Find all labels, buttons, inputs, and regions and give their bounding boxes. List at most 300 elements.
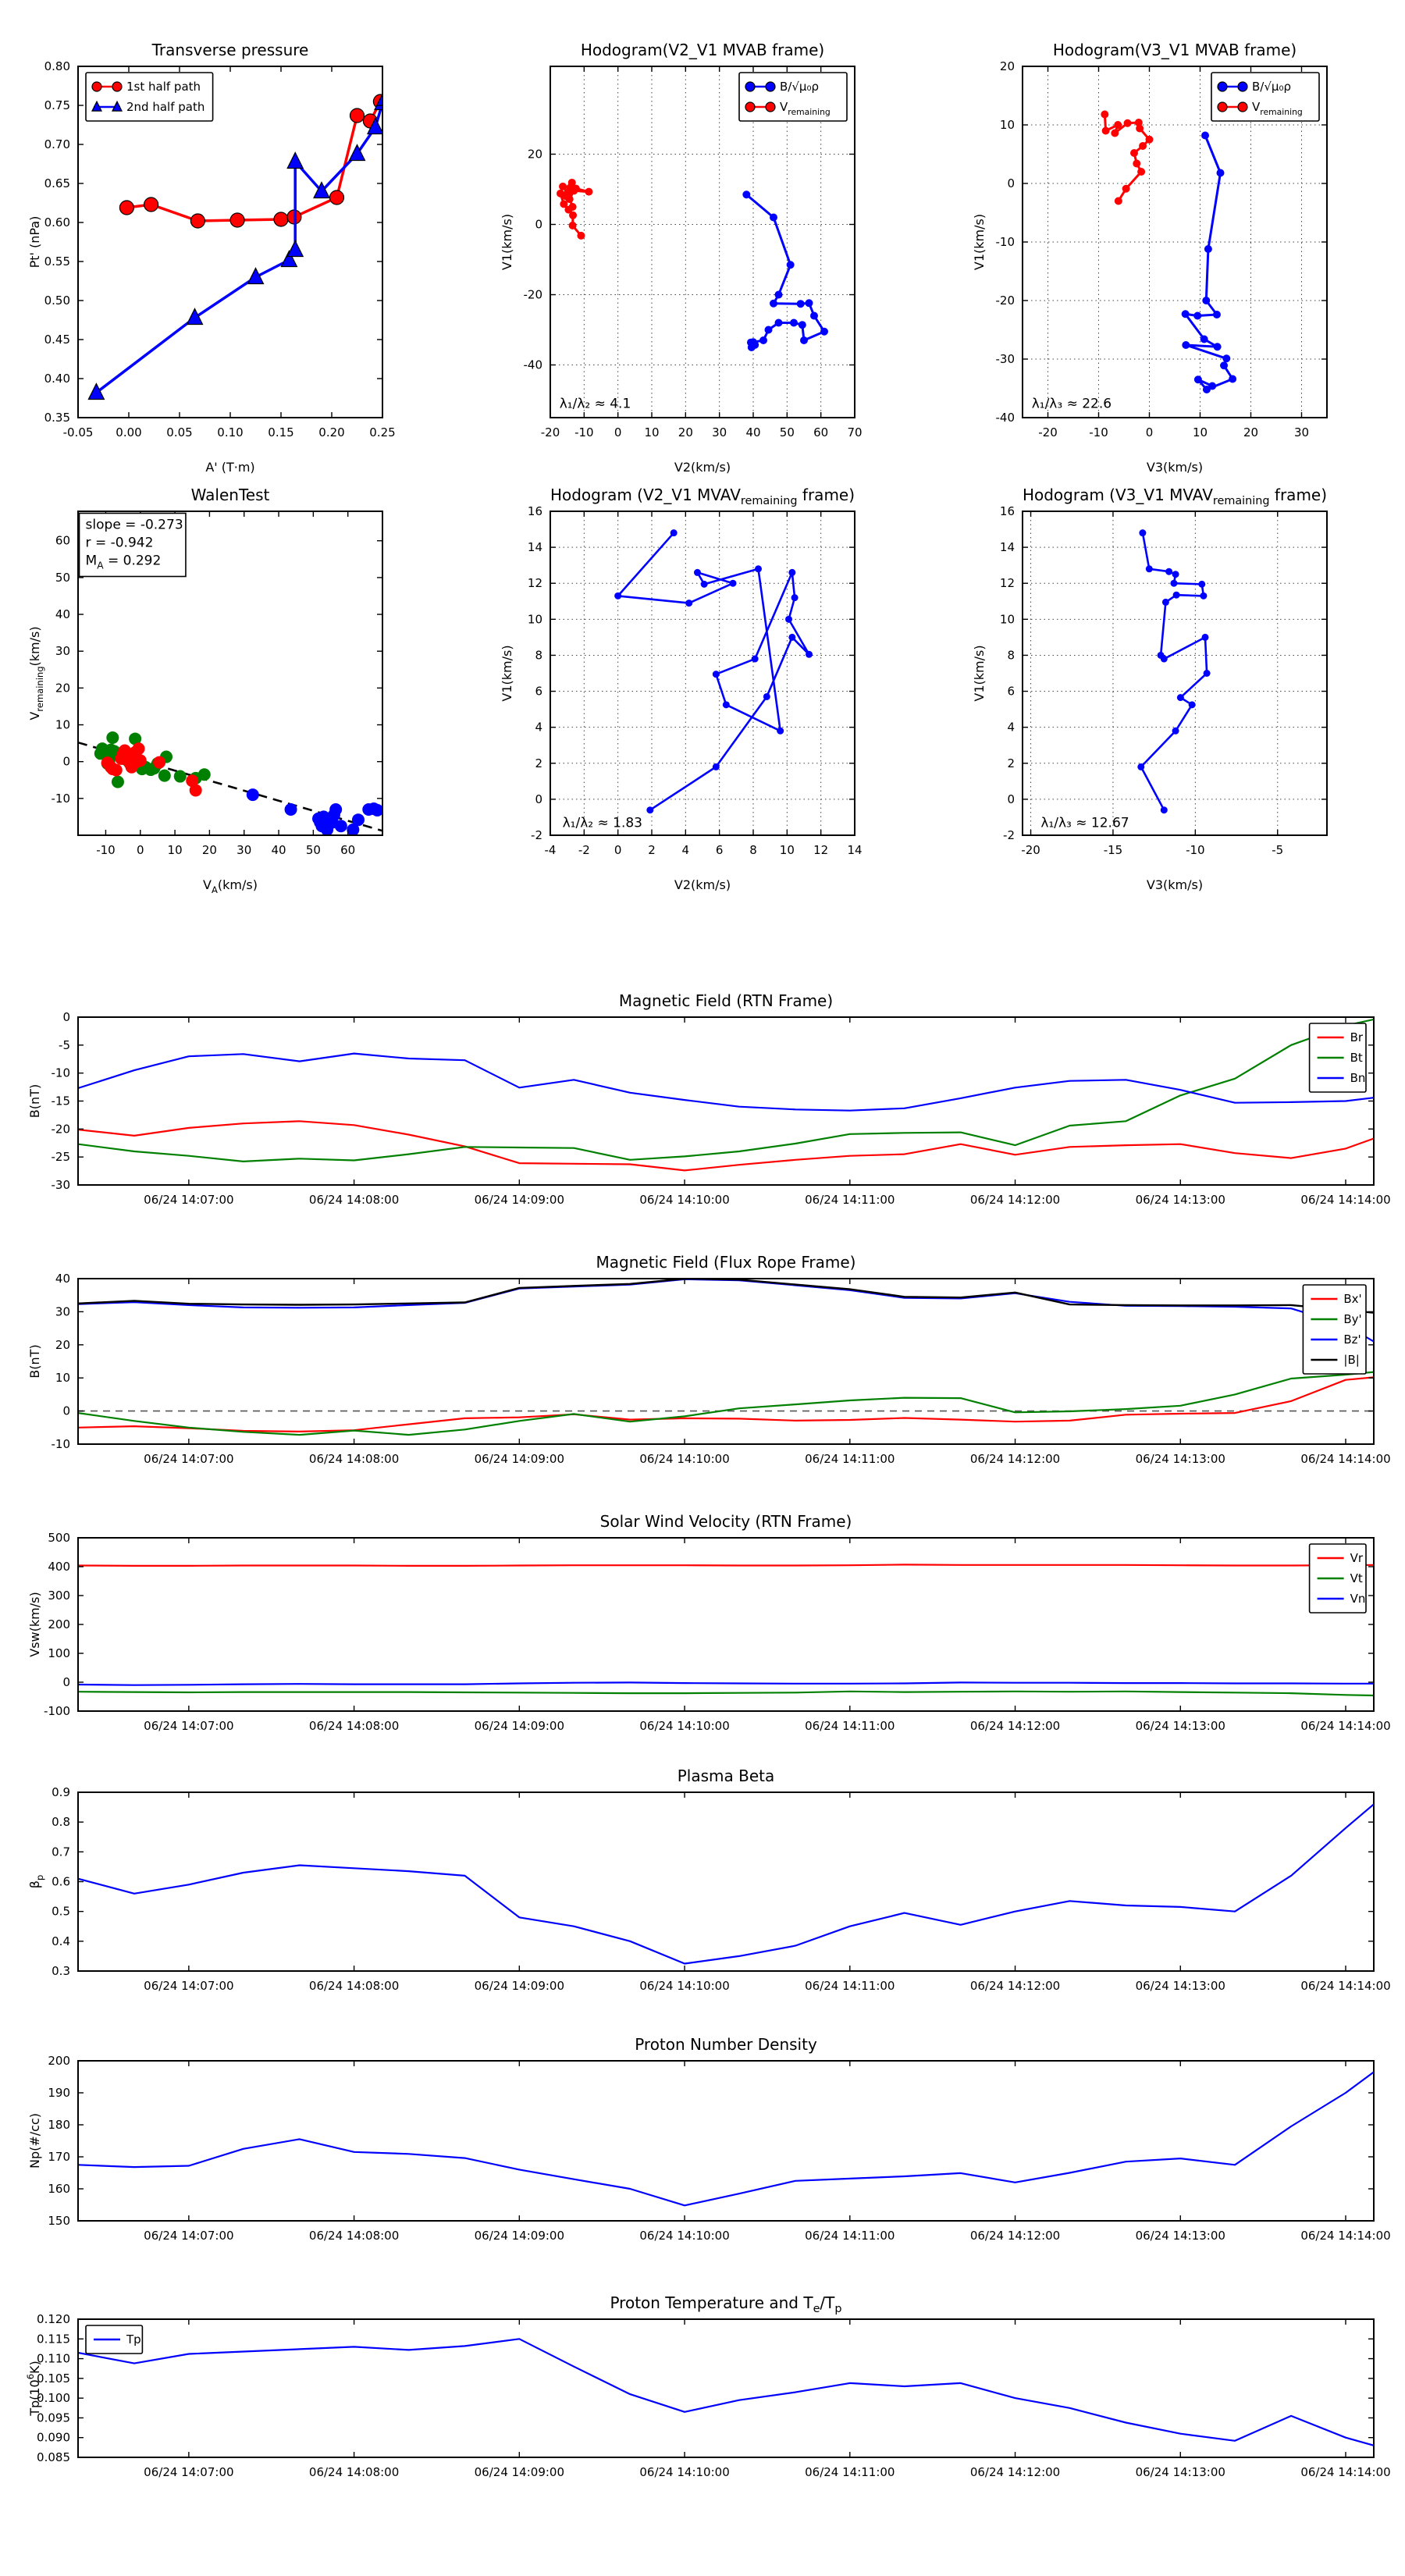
- x-tick-label: 20: [1243, 425, 1259, 439]
- legend: [1310, 1023, 1366, 1092]
- x-tick-label: 4: [681, 843, 690, 857]
- y-tick-label: 12: [527, 576, 542, 591]
- hodogram_v2v1_mvab-plot: [496, 16, 870, 492]
- x-tick-label: 06/24 14:12:00: [969, 1979, 1061, 1993]
- x-tick-label: 60: [340, 843, 356, 857]
- x-tick-label: 06/24 14:07:00: [144, 2465, 234, 2479]
- x-tick-label: 0.05: [166, 425, 193, 439]
- y-tick-label: 0.5: [52, 1904, 70, 1919]
- x-axis-label: V2(km/s): [674, 877, 731, 892]
- y-tick-label: 10: [527, 612, 542, 627]
- x-tick-label: 06/24 14:13:00: [1135, 1193, 1225, 1207]
- x-tick-label: -0.05: [62, 425, 94, 439]
- x-tick-label: 10: [779, 843, 795, 857]
- x-tick-label: 6: [715, 843, 724, 857]
- x-tick-label: 06/24 14:11:00: [805, 2229, 895, 2243]
- x-tick-label: 06/24 14:13:00: [1135, 1452, 1225, 1466]
- x-tick-label: 06/24 14:12:00: [969, 1452, 1061, 1466]
- y-tick-label: 0.65: [44, 176, 70, 190]
- series-V-path: [1137, 529, 1210, 813]
- x-tick-label: 06/24 14:13:00: [1135, 2465, 1225, 2479]
- axis-ticks: [528, 504, 863, 857]
- y-tick-label: -25: [51, 1150, 70, 1165]
- legend-label: $V_{remaining}$: [780, 100, 831, 117]
- y-tick-label: -30: [51, 1178, 70, 1192]
- series-Br: [78, 1121, 1374, 1170]
- x-tick-label: 06/24 14:14:00: [1300, 2229, 1391, 2243]
- x-tick-label: 10: [644, 425, 660, 439]
- x-tick-label: -2: [578, 843, 590, 857]
- x-tick-label: 06/24 14:08:00: [308, 2229, 400, 2243]
- series-Bz': [78, 1279, 1374, 1342]
- series-2nd half path: [88, 94, 390, 400]
- series-layer: [78, 1019, 1374, 1171]
- chart-solar-wind-velocity: [23, 1510, 1393, 1746]
- x-tick-label: 06/24 14:14:00: [1300, 1193, 1391, 1207]
- chart-proton-temperature: [23, 2292, 1393, 2492]
- axes-frame: [1023, 511, 1327, 835]
- x-tick-label: -20: [540, 425, 560, 439]
- mag_field_flux_rope-plot: [23, 1251, 1393, 1479]
- x-tick-label: 06/24 14:07:00: [144, 1719, 234, 1733]
- y-tick-label: 0.55: [44, 254, 70, 269]
- x-tick-label: 14: [847, 843, 863, 857]
- y-tick-label: 0.110: [37, 2351, 70, 2366]
- chart-plasma-beta: [23, 1765, 1393, 2006]
- y-tick-label: 0: [62, 754, 70, 769]
- y-tick-label: 10: [999, 118, 1015, 132]
- axis-ticks: [52, 1010, 1391, 1207]
- x-tick-label: 06/24 14:08:00: [308, 2465, 400, 2479]
- series-layer: [88, 94, 390, 400]
- x-tick-label: -10: [1089, 425, 1108, 439]
- y-tick-label: 0: [62, 1675, 70, 1689]
- y-tick-label: 0.80: [44, 59, 70, 73]
- x-tick-label: 06/24 14:11:00: [805, 1193, 895, 1207]
- grid: [550, 511, 855, 835]
- y-axis-label: V1(km/s): [972, 213, 987, 271]
- x-tick-label: 06/24 14:07:00: [144, 2229, 234, 2243]
- y-axis-label: V1(km/s): [500, 645, 514, 702]
- y-tick-label: 50: [55, 570, 70, 585]
- chart-title: Hodogram(V3_V1 MVAB frame): [1052, 41, 1297, 59]
- axes-frame: [550, 511, 855, 835]
- y-axis-label: Np(#/cc): [27, 2113, 42, 2169]
- annotation: [1032, 397, 1112, 412]
- y-tick-label: 20: [999, 59, 1015, 73]
- chart-title: Hodogram (V3_V1 $MVAV_{remaining}$ frame): [1022, 486, 1328, 507]
- y-tick-label: 0.085: [37, 2450, 70, 2464]
- y-tick-label: -30: [995, 352, 1015, 366]
- y-axis-label: $Tp(10^6K)$: [25, 2361, 42, 2416]
- y-axis-label: V1(km/s): [500, 213, 514, 271]
- x-tick-label: -15: [1103, 843, 1123, 857]
- svg-text:λ₁/λ₃ ≈ 12.67: λ₁/λ₃ ≈ 12.67: [1040, 815, 1129, 831]
- legend: [86, 2325, 142, 2354]
- x-tick-label: 0.25: [369, 425, 396, 439]
- x-tick-label: 06/24 14:13:00: [1135, 1979, 1225, 1993]
- legend-label: Vt: [1350, 1571, 1363, 1585]
- x-tick-label: 10: [167, 843, 183, 857]
- annotation: [80, 513, 186, 576]
- series-layer: [1101, 111, 1236, 394]
- chart-title: Hodogram (V2_V1 $MVAV_{remaining}$ frame): [550, 486, 855, 507]
- y-tick-label: 170: [48, 2150, 70, 2164]
- x-tick-label: 0: [614, 843, 622, 857]
- x-tick-label: -10: [96, 843, 116, 857]
- x-tick-label: 06/24 14:09:00: [474, 1193, 565, 1207]
- series-layer: [1137, 529, 1210, 813]
- x-tick-label: 06/24 14:10:00: [639, 1193, 730, 1207]
- x-tick-label: 06/24 14:09:00: [474, 1452, 565, 1466]
- hodogram_v3v1_mvav-plot: [968, 461, 1343, 909]
- x-tick-label: 06/24 14:09:00: [474, 1719, 565, 1733]
- axes-frame: [78, 1538, 1374, 1711]
- y-tick-label: -100: [43, 1704, 70, 1718]
- y-axis-label: $V_{remaining}(km/s)$: [27, 626, 45, 720]
- y-tick-label: 0: [62, 1404, 70, 1418]
- y-tick-label: -40: [523, 358, 542, 372]
- y-tick-label: 0.7: [52, 1845, 70, 1859]
- y-tick-label: -40: [995, 411, 1015, 425]
- legend: [739, 73, 847, 121]
- y-tick-label: 16: [999, 504, 1015, 518]
- x-tick-label: 0: [1145, 425, 1154, 439]
- proton_number_density-plot: [23, 2033, 1393, 2256]
- x-tick-label: 06/24 14:10:00: [639, 1979, 730, 1993]
- mag_field_rtn-plot: [23, 990, 1393, 1220]
- legend-label: Bz': [1343, 1332, 1361, 1347]
- annotation: [1040, 815, 1129, 831]
- x-tick-label: 12: [813, 843, 829, 857]
- chart-magnetic-field-rtn: [23, 990, 1393, 1220]
- chart-hodogram-v3v1-mvav: [968, 461, 1343, 909]
- y-tick-label: 6: [1007, 684, 1015, 699]
- x-tick-label: 30: [1293, 425, 1310, 439]
- y-tick-label: 0.120: [37, 2312, 70, 2326]
- legend-label: Br: [1350, 1030, 1364, 1044]
- series-B_over_sqrt_mu0rho: [742, 190, 828, 351]
- x-tick-label: -20: [1038, 425, 1058, 439]
- y-tick-label: 0: [1007, 176, 1015, 190]
- y-tick-label: 0: [62, 1010, 70, 1024]
- x-tick-label: 06/24 14:14:00: [1300, 1979, 1391, 1993]
- x-tick-label: 06/24 14:12:00: [969, 2229, 1061, 2243]
- legend-label: By': [1343, 1312, 1362, 1326]
- hodogram_v2v1_mvav-plot: [496, 461, 870, 909]
- series-Vr: [78, 1564, 1374, 1566]
- hodogram_v3v1_mvab-plot: [968, 16, 1343, 492]
- x-tick-label: 06/24 14:14:00: [1300, 1452, 1391, 1466]
- svg-text:slope = -0.273r = -0.942MA = 0: slope = -0.273 r = -0.942 $M_A = 0.292$: [85, 517, 183, 571]
- y-tick-label: 40: [55, 607, 70, 622]
- chart-title: Magnetic Field (RTN Frame): [618, 991, 834, 1010]
- y-tick-label: 0.60: [44, 215, 70, 229]
- solar_wind_velocity-plot: [23, 1510, 1393, 1746]
- y-tick-label: 0: [535, 217, 542, 232]
- svg-text:λ₁/λ₂ ≈ 4.1: λ₁/λ₂ ≈ 4.1: [559, 396, 631, 412]
- x-tick-label: 20: [201, 843, 217, 857]
- chart-transverse-pressure: [23, 16, 398, 492]
- x-axis-label: V3(km/s): [1146, 877, 1204, 892]
- y-axis-label: Pt' (nPa): [27, 215, 42, 269]
- y-tick-label: 2: [1007, 756, 1015, 770]
- x-tick-label: 06/24 14:08:00: [308, 1719, 400, 1733]
- y-tick-label: 0.6: [52, 1874, 70, 1889]
- y-tick-label: -10: [995, 235, 1015, 249]
- grid: [1023, 511, 1327, 835]
- x-tick-label: 06/24 14:11:00: [805, 2465, 895, 2479]
- legend-label: $V_{remaining}$: [1252, 100, 1303, 117]
- chart-title: Proton Number Density: [635, 2035, 817, 2054]
- x-tick-label: 60: [813, 425, 829, 439]
- y-tick-label: -20: [995, 294, 1015, 308]
- series-layer: [78, 1804, 1374, 1963]
- x-tick-label: 0.00: [116, 425, 142, 439]
- x-tick-label: 06/24 14:12:00: [969, 1719, 1061, 1733]
- axes-frame: [78, 1792, 1374, 1971]
- x-tick-label: 50: [305, 843, 321, 857]
- y-tick-label: 20: [55, 1337, 70, 1352]
- series-V_remaining: [557, 179, 592, 240]
- legend-label: 2nd half path: [126, 100, 205, 114]
- x-tick-label: 06/24 14:10:00: [639, 1719, 730, 1733]
- y-axis-label: V1(km/s): [972, 645, 987, 702]
- y-tick-label: 0.100: [37, 2391, 70, 2406]
- y-tick-label: 30: [55, 1304, 70, 1319]
- plasma_beta-plot: [23, 1765, 1393, 2006]
- y-tick-label: 300: [48, 1589, 70, 1603]
- legend-label: Tp: [126, 2332, 141, 2347]
- y-tick-label: 30: [55, 644, 70, 659]
- y-tick-label: 0.4: [52, 1934, 70, 1948]
- annotation: [560, 397, 631, 412]
- chart-title: Magnetic Field (Flux Rope Frame): [596, 1253, 856, 1272]
- x-tick-label: 40: [271, 843, 286, 857]
- series-Bn: [78, 1054, 1374, 1111]
- transverse_pressure-plot: [23, 16, 398, 492]
- legend: [1303, 1285, 1366, 1374]
- series-B_over_sqrt_mu0rho: [1182, 132, 1236, 394]
- y-tick-label: 0.8: [52, 1815, 70, 1830]
- chart-hodogram-v2v1-mvab: [496, 16, 870, 492]
- x-tick-label: 06/24 14:10:00: [639, 1452, 730, 1466]
- legend-label: |B|: [1343, 1353, 1360, 1367]
- x-tick-label: 06/24 14:08:00: [308, 1979, 400, 1993]
- x-axis-label: $V_A(km/s)$: [203, 877, 258, 895]
- y-tick-label: 0.095: [37, 2411, 70, 2425]
- x-tick-label: 10: [1192, 425, 1208, 439]
- x-tick-label: 06/24 14:08:00: [308, 1193, 400, 1207]
- y-tick-label: 4: [1007, 720, 1015, 735]
- walen_test-plot: [23, 461, 398, 909]
- y-tick-label: -10: [51, 791, 70, 806]
- legend-label: Bt: [1350, 1051, 1363, 1065]
- y-axis-label: B(nT): [27, 1083, 42, 1119]
- x-tick-label: 0.10: [217, 425, 244, 439]
- series-Vt: [78, 1692, 1374, 1695]
- y-tick-label: 0.090: [37, 2430, 70, 2445]
- chart-title: Solar Wind Velocity (RTN Frame): [599, 1512, 852, 1531]
- x-axis-label: A' (T·m): [205, 460, 255, 475]
- y-tick-label: 150: [48, 2214, 70, 2228]
- y-tick-label: 10: [55, 717, 70, 732]
- y-tick-label: -20: [523, 287, 542, 302]
- annotation: [563, 815, 642, 831]
- x-tick-label: 06/24 14:08:00: [308, 1452, 400, 1466]
- x-tick-label: 06/24 14:10:00: [639, 2229, 730, 2243]
- legend: [86, 73, 213, 121]
- series-Vn: [78, 1682, 1374, 1685]
- y-tick-label: -20: [51, 1122, 70, 1137]
- x-tick-label: 06/24 14:07:00: [144, 1452, 234, 1466]
- series-second-half-points: [247, 788, 384, 836]
- y-tick-label: 60: [55, 533, 70, 548]
- x-tick-label: 2: [648, 843, 656, 857]
- x-tick-label: 06/24 14:07:00: [144, 1193, 234, 1207]
- x-tick-label: 06/24 14:09:00: [474, 2465, 565, 2479]
- series-layer: [78, 1564, 1374, 1695]
- y-tick-label: 10: [55, 1371, 70, 1386]
- chart-title: WalenTest: [190, 486, 270, 504]
- x-tick-label: 06/24 14:14:00: [1300, 1719, 1391, 1733]
- x-tick-label: 06/24 14:10:00: [639, 2465, 730, 2479]
- series-Tp: [78, 2339, 1374, 2446]
- y-tick-label: 0.40: [44, 372, 70, 386]
- series-layer: [614, 529, 813, 813]
- x-tick-label: 06/24 14:11:00: [805, 1452, 895, 1466]
- proton_temperature-plot: [23, 2292, 1393, 2492]
- y-tick-label: -10: [51, 1437, 70, 1451]
- svg-text:λ₁/λ₂ ≈ 1.83: λ₁/λ₂ ≈ 1.83: [562, 815, 642, 831]
- y-tick-label: 200: [48, 2054, 70, 2068]
- x-tick-label: 30: [712, 425, 727, 439]
- y-tick-label: 14: [527, 540, 542, 555]
- axis-ticks: [52, 1785, 1391, 1993]
- y-tick-label: 200: [48, 1617, 70, 1631]
- chart-hodogram-v3v1-mvab: [968, 16, 1343, 492]
- x-tick-label: 8: [749, 843, 757, 857]
- x-tick-label: -20: [1021, 843, 1040, 857]
- x-tick-label: 06/24 14:07:00: [144, 1979, 234, 1993]
- legend-label: Vn: [1350, 1592, 1366, 1606]
- chart-hodogram-v2v1-mvav: [496, 461, 870, 909]
- x-tick-label: 70: [847, 425, 863, 439]
- x-tick-label: -10: [1186, 843, 1205, 857]
- y-tick-label: 10: [999, 612, 1015, 627]
- x-tick-label: 0: [614, 425, 622, 439]
- y-tick-label: -2: [1003, 828, 1015, 842]
- y-tick-label: -2: [531, 828, 542, 842]
- x-axis-label: V3(km/s): [1146, 460, 1204, 475]
- chart-magnetic-field-flux-rope: [23, 1251, 1393, 1479]
- series-Np: [78, 2072, 1374, 2205]
- y-tick-label: 500: [48, 1531, 70, 1545]
- x-tick-label: 0.15: [268, 425, 294, 439]
- series-layer: [78, 731, 383, 836]
- axis-ticks: [37, 2312, 1391, 2479]
- y-tick-label: 16: [527, 504, 542, 518]
- y-tick-label: 0.75: [44, 98, 70, 112]
- x-tick-label: 06/24 14:12:00: [969, 1193, 1061, 1207]
- y-tick-label: 0.9: [52, 1785, 70, 1799]
- series-layer: [78, 2339, 1374, 2446]
- y-tick-label: 0.3: [52, 1964, 70, 1978]
- x-tick-label: 06/24 14:09:00: [474, 2229, 565, 2243]
- x-tick-label: 06/24 14:13:00: [1135, 2229, 1225, 2243]
- axis-ticks: [44, 1531, 1391, 1733]
- y-tick-label: -10: [51, 1066, 70, 1080]
- chart-title: Plasma Beta: [677, 1767, 775, 1785]
- y-tick-label: 0: [535, 792, 542, 806]
- y-tick-label: -5: [59, 1037, 70, 1052]
- legend-label: B/√μ₀ρ: [1252, 80, 1291, 94]
- y-axis-label: B(nT): [27, 1344, 42, 1379]
- y-tick-label: 6: [535, 684, 542, 699]
- y-tick-label: 100: [48, 1646, 70, 1660]
- chart-title: Transverse pressure: [151, 41, 309, 59]
- y-tick-label: 14: [999, 540, 1015, 555]
- x-tick-label: 06/24 14:12:00: [969, 2465, 1061, 2479]
- x-tick-label: 0: [136, 843, 144, 857]
- x-tick-label: -4: [544, 843, 557, 857]
- y-tick-label: -15: [51, 1094, 70, 1108]
- y-tick-label: 20: [527, 147, 542, 162]
- series-beta_p: [78, 1804, 1374, 1963]
- y-tick-label: 0.50: [44, 294, 70, 308]
- chart-proton-number-density: [23, 2033, 1393, 2256]
- series-Bx': [78, 1377, 1374, 1432]
- chart-walen-test: [23, 461, 398, 909]
- y-tick-label: 190: [48, 2086, 70, 2100]
- x-tick-label: 06/24 14:09:00: [474, 1979, 565, 1993]
- x-tick-label: 50: [779, 425, 795, 439]
- axis-ticks: [524, 66, 863, 439]
- y-tick-label: 0: [1007, 792, 1015, 806]
- x-tick-label: 0.20: [318, 425, 345, 439]
- y-tick-label: 180: [48, 2118, 70, 2132]
- x-tick-label: 40: [745, 425, 761, 439]
- y-axis-label: Vsw(km/s): [27, 1592, 42, 1657]
- axes-frame: [78, 2319, 1374, 2457]
- chart-title: Proton Temperature and $T_e/T_p$: [610, 2293, 842, 2315]
- y-tick-label: 8: [535, 648, 542, 663]
- y-tick-label: 0.115: [37, 2332, 70, 2347]
- y-tick-label: 12: [999, 576, 1015, 591]
- y-tick-label: 8: [1007, 648, 1015, 663]
- x-tick-label: 06/24 14:14:00: [1300, 2465, 1391, 2479]
- legend-label: Vr: [1350, 1551, 1364, 1565]
- y-tick-label: 2: [535, 756, 542, 770]
- y-axis-label: $\beta_p$: [27, 1874, 45, 1889]
- x-tick-label: 30: [237, 843, 252, 857]
- x-tick-label: 06/24 14:11:00: [805, 1979, 895, 1993]
- x-tick-label: 20: [678, 425, 693, 439]
- y-tick-label: 20: [55, 681, 70, 696]
- y-tick-label: 0.45: [44, 333, 70, 347]
- svg-text:λ₁/λ₃ ≈ 22.6: λ₁/λ₃ ≈ 22.6: [1031, 396, 1112, 412]
- y-tick-label: 4: [535, 720, 542, 735]
- x-tick-label: 06/24 14:11:00: [805, 1719, 895, 1733]
- series-V-path: [614, 529, 813, 813]
- legend-label: 1st half path: [126, 80, 201, 94]
- series-By': [78, 1372, 1374, 1436]
- chart-title: Hodogram(V2_V1 MVAB frame): [580, 41, 825, 59]
- legend-label: B/√μ₀ρ: [780, 80, 819, 94]
- y-tick-label: 0.70: [44, 137, 70, 151]
- x-tick-label: -10: [574, 425, 594, 439]
- y-tick-label: 160: [48, 2182, 70, 2196]
